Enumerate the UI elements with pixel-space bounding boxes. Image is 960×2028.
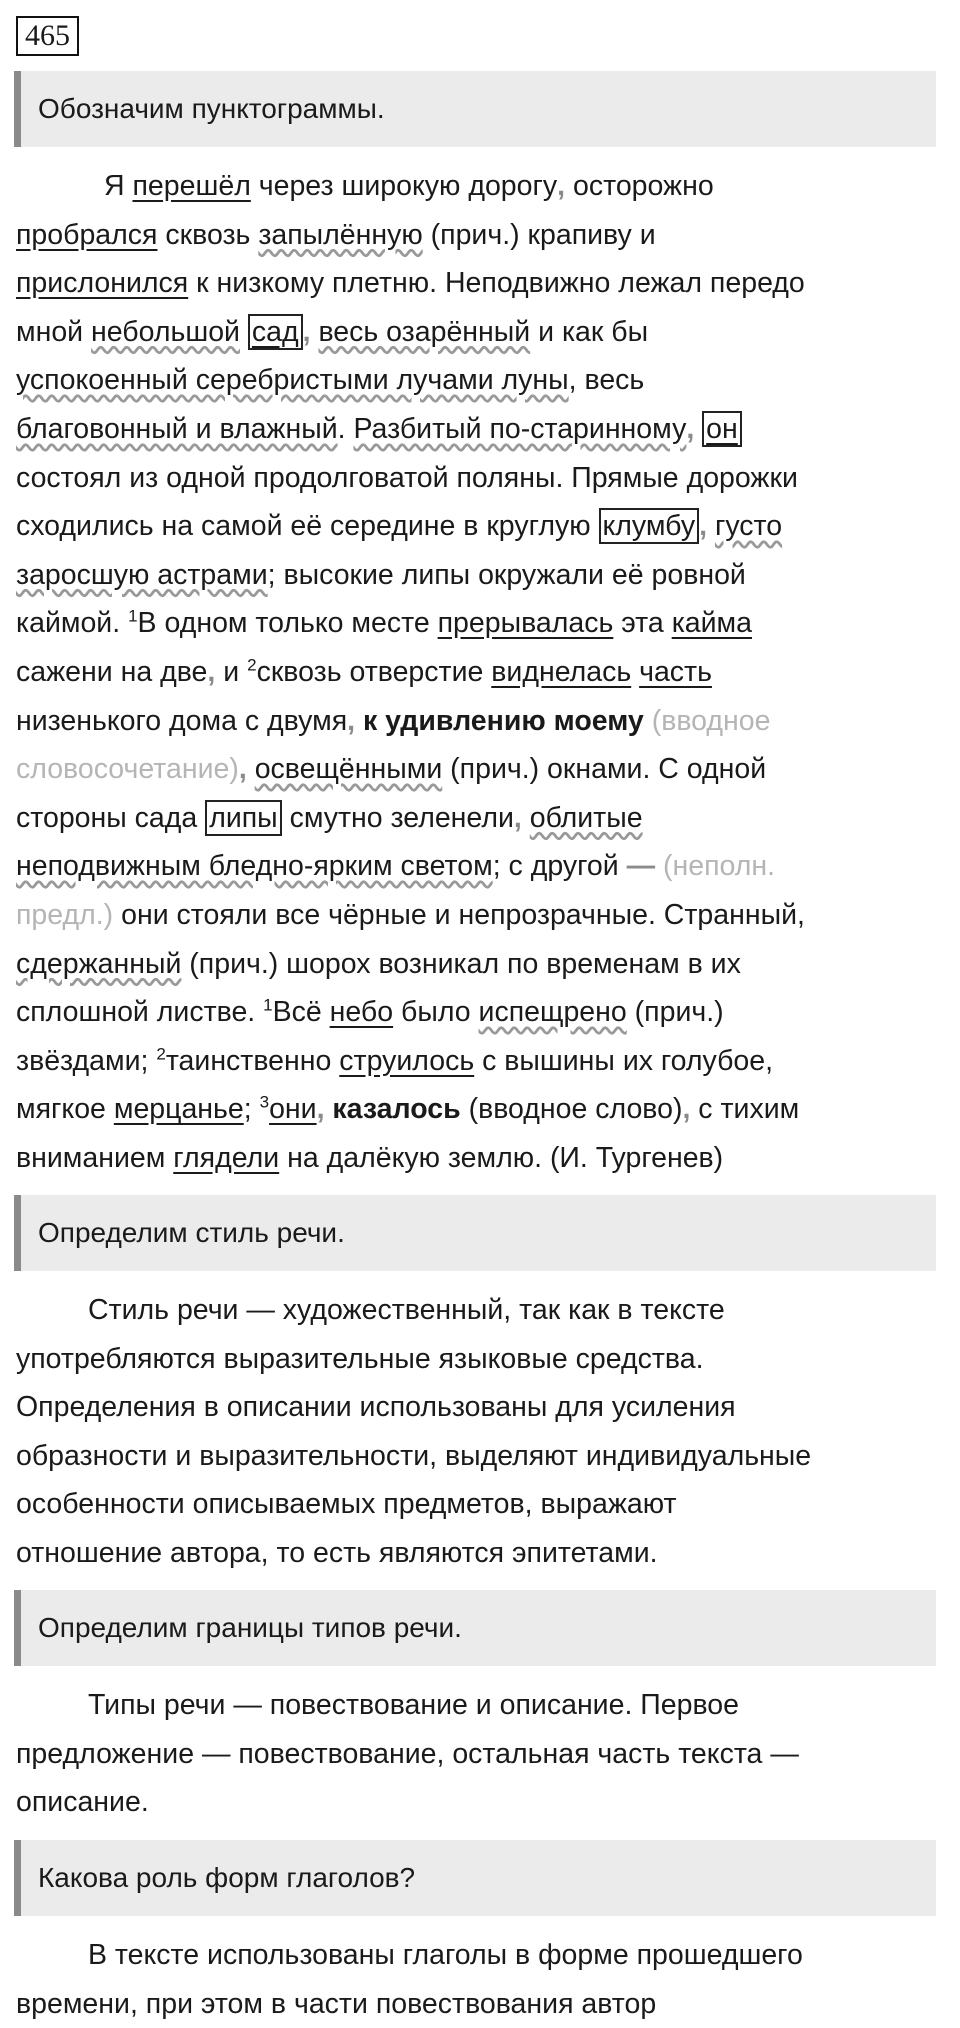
- text-line: словосочетание), освещёнными (прич.) окнами. С одной: [16, 753, 767, 786]
- text-line: Стиль речи — художественный, так как в тексте: [88, 1294, 725, 1326]
- text-line: мной небольшой сад , весь озарённый и как бы: [16, 315, 649, 348]
- text-line: каймой. $^1$В одном только месте прерывалась эта кайма: [16, 606, 752, 640]
- text-line: сажени на две, и $^2$сквозь отверстие виднелась часть: [16, 655, 712, 688]
- section-heading-punctuation: Обозначим пунктограммы.: [14, 71, 936, 147]
- verb-forms-text: [16, 1931, 951, 2028]
- text-line: звёздами; $^2$таинственно струилось с вышины их голубое,: [16, 1044, 774, 1077]
- style-text: [16, 1286, 951, 1578]
- text-line: предл.) они стояли все чёрные и непрозрачные. Странный,: [16, 898, 805, 931]
- text-line: низенького дома с двумя, к удивлению моему (вводное: [16, 704, 771, 737]
- text-line: вниманием глядели на далёкую землю. (И. Тургенев): [16, 1141, 724, 1174]
- text-line: заросшую астрами; высокие липы окружали её ровной: [16, 558, 746, 591]
- text-line: употребляются выразительные языковые средства.: [16, 1342, 704, 1375]
- text-line: успокоенный серебристыми лучами луны, весь: [16, 364, 645, 397]
- speech-types-text: [16, 1681, 951, 1827]
- text-line: Определения в описании использованы для усиления: [16, 1391, 736, 1424]
- text-line: сходились на самой её середине в круглую клумбу , густо: [16, 510, 783, 543]
- text-line: предложение — повествование, остальная часть текста —: [16, 1737, 799, 1770]
- text-line: стороны сада липы смутно зеленели, облитые: [16, 801, 643, 834]
- text-line: мягкое мерцанье; $^3$они, казалось (вводное слово), с тихим: [16, 1092, 800, 1126]
- task-number: 465: [16, 16, 79, 56]
- punctuation-text: [16, 162, 951, 1182]
- text-line: Я перешёл через широкую дорогу, осторожно: [104, 170, 714, 202]
- text-line: прислонился к низкому плетню. Неподвижно лежал передо: [16, 267, 805, 300]
- text-line: пробрался сквозь запылённую (прич.) крапиву и: [16, 218, 656, 251]
- text-line: неподвижным бледно-ярким светом; с другой — (неполн.: [16, 850, 776, 883]
- section-heading-speech-types: Определим границы типов речи.: [14, 1590, 936, 1666]
- text-line: благовонный и влажный. Разбитый по-старинному, он: [16, 405, 951, 454]
- text-line: образности и выразительности, выделяют индивидуальные: [16, 1439, 812, 1472]
- text-line: сдержанный (прич.) шорох возникал по временам в их: [16, 947, 741, 980]
- text-line: времени, при этом в части повествования автор: [16, 1987, 657, 2020]
- text-line: отношение автора, то есть являются эпитетами.: [16, 1536, 658, 1569]
- text-line: описание.: [16, 1786, 149, 1819]
- text-line: Типы речи — повествование и описание. Первое: [88, 1689, 739, 1721]
- text-line: В тексте использованы глаголы в форме прошедшего: [88, 1939, 803, 1971]
- section-heading-style: Определим стиль речи.: [14, 1195, 936, 1271]
- text-line: сплошной листве. $^1$Всё небо было испещрено (прич.): [16, 995, 724, 1029]
- text-line: состоял из одной продолговатой поляны. Прямые дорожки: [16, 461, 798, 494]
- text-line: особенности описываемых предметов, выражают: [16, 1488, 677, 1521]
- section-heading-verb-forms: Какова роль форм глаголов?: [14, 1840, 936, 1916]
